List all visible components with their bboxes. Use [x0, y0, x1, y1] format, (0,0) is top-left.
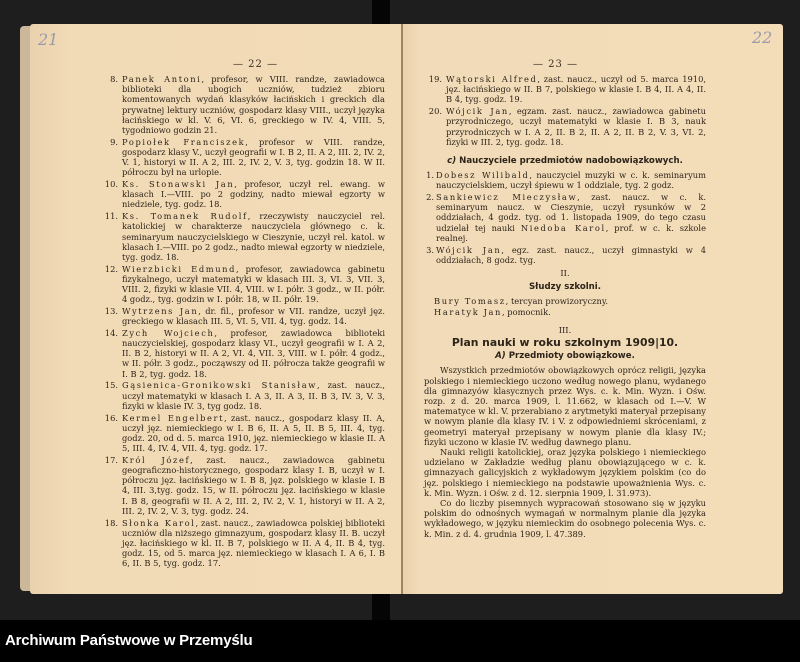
staff-name: Wierzbicki Edmund [122, 263, 236, 274]
entry-text: , profesor, w VIII. randze, zawiadowca biblioteki dla ubogich uczniów, tudzież zbioru komentowanych wydań klasyków łacińskich i greckich dla prywatnej lektury uczniów, gospodarz klasy VIII., uczył języka łacińskiego w kl. V. 6, VI. 6, greckiego w IV. 4, VIII. 5, tygodniowo godzin 21. [122, 74, 386, 136]
staff-name: Panek Antoni [122, 74, 202, 84]
entry-number: 10. [104, 179, 118, 190]
entry-text: , zast. naucz., uczył matematyki w klasach I. A 3, II. A 3, II. B 3, IV. 3, V. 3, fizyki w klasie IV. 3, tyg godz. 18. [122, 380, 386, 411]
entry-text: , zast. naucz., uczył od 5. marca 1910, jęz. łacińskiego w II. B 7, polskiego w klasie I. B 4, II. A 4, II. B 4, tyg. godz. 19. [446, 74, 706, 105]
staff-entry [100, 179, 385, 210]
staff-name: Wójcik Jan [436, 244, 502, 255]
staff-name: Słonka Karol [122, 517, 196, 528]
optional-teacher-entry [424, 245, 706, 265]
entry-number: 14. [104, 327, 118, 338]
entry-text: , rzeczywisty nauczyciel rel. katolickiej w charakterze nauczyciela głównego c. k. seminaryum nauczycielskiego w Cieszynie, uczył rel. katol. w klasach I.—VIII. po 2 godz., nadto miewał egzorty w niedziele, tyg. godz. 18. [122, 211, 385, 262]
section-ii-heading: Słudzy szkolni. [528, 282, 602, 293]
paragraph: Wszystkich przedmiotów obowiązkowych oprócz religii, języka polskiego i niemieckiego uczono według nowego planu, wydanego dla gimnazyów klasycznych przez Wys. c. k. Min. Wyzn. i Ośw. rozp. z d. 20. marca 1909, l. 11.662, w klasach od I.—V. W matematyce w kl. V. przerabiano z arytmetyki materyał przepisany w nowym planie dla klasy IV. i V. z odpowiedniemi skróceniami, z geometryi materyał przepisany w nowym planie dla klasy IV.; fizyki uczono w klasie IV. według dawnego planu. [424, 365, 706, 447]
entry-number: 12. [104, 263, 118, 274]
staff-entry [100, 455, 385, 516]
entry-number: 3. [426, 244, 434, 255]
entry-number: 13. [104, 305, 118, 316]
staff-name: Kermel Engelbert [122, 412, 225, 423]
paragraph: Co do liczby pisemnych wypracowań stosowano się w języku polskim do odnośnych wymagań w normalnym planie dla języka wykładowego, w języku niemieckim do osobnego polecenia Wys. c. k. Min. z d. 4. grudnia 1909, l. 47.389. [424, 498, 706, 539]
staff-name: Wójcik Jan [446, 106, 509, 117]
page-number-left: — 22 — [233, 59, 279, 70]
subheading-title: Przedmioty obowiązkowe. [508, 351, 635, 362]
staff-name: Dobesz Wilibald [436, 170, 530, 181]
section-c-title: Nauczyciele przedmiotów nadobowiązkowych. [459, 155, 683, 166]
staff-role: , tercyan prowizoryczny. [505, 296, 609, 307]
staff-entry [424, 106, 706, 147]
section-iii-roman: III. [558, 324, 572, 335]
entry-text: , zast. naucz., gospodarz klasy II. A, uczył jęz. niemieckiego w I. B 6, II. A 5, II. B 5, III. 4, tyg. godz. 20, od d. 5. marca 1910, jęz. niemieckiego w klasie II. A 5, III. 4, IV. 4, VII. 4, tyg. godz. 17. [122, 412, 385, 454]
staff-name: Popiołek Franciszek [122, 136, 246, 147]
entry-text: , zast. naucz. w c. k. seminaryum naucz. w Cieszynie, uczył rysunków w 2 oddziałach, 4 godz. tyg. od 1. listopada 1909, do tego czasu udzielał tej nauki [436, 192, 706, 233]
staff-entry [424, 74, 706, 105]
section-iii-heading: Plan nauki w roku szkolnym 1909|10. [451, 335, 679, 349]
entry-number: 17. [104, 454, 118, 465]
entry-text: , profesor, zawiadowca biblioteki nauczycielskiej, gospodarz klasy VI., uczył geografii w I. A 2, II. B 2, historyi w II. A 2, VI. 4, VII. 3, VIII. w I. półr. 4 godz., w II. półr. 3 godz., począwszy od II. półrocza także geografii w I. B 2, tyg. godz. 18. [122, 327, 385, 379]
entry-text: , zast. naucz., zawiadowca polskiej biblioteki uczniów dla niższego gimnazyum, gospodarz klasy II. B. uczył jęz. łacińskiego w kl. II. B 7, polskiego w II. A 4, II. B 4, tyg. godz. 15, od 5. marca jęz. niemieckiego w klasach I. A 6, I. B 6, II. B 5, tyg. godz. 17. [122, 517, 385, 569]
entry-number: 11. [104, 211, 118, 222]
staff-entry [100, 306, 385, 326]
optional-teacher-entry [424, 192, 706, 243]
staff-name: Haratyk Jan [434, 306, 502, 317]
staff-entry [100, 328, 385, 379]
right-page-text [424, 74, 706, 539]
staff-entry [100, 137, 385, 178]
staff-entry [100, 211, 385, 262]
entry-text: , profesor, uczył rel. ewang. w klasach I.—VIII. po 2 godziny, nadto miewał egzorty w niedziele, tyg. godz. 18. [122, 179, 385, 210]
section-c-prefix: c) [447, 155, 457, 166]
handwritten-folio-right: 22 [752, 28, 773, 47]
staff-entry [100, 74, 385, 135]
entry-text: , profesor w VIII. randze, gospodarz klasy V., uczył geografii w I. B 2, II. A 2, III. 2, IV. 2, V. 1, historyi w II. A 2, III. 2, IV. 2, V. 3, tyg. godzin 18. W II. półroczu był na urlopie. [122, 136, 385, 178]
school-staff-entry [424, 296, 706, 306]
entry-number: 18. [104, 517, 118, 528]
section-ii-roman: II. [560, 267, 570, 278]
handwritten-folio-left: 21 [38, 30, 59, 49]
staff-name: Gąsienica-Gronikowski Stanisław [122, 380, 317, 391]
school-staff-entry [424, 307, 706, 317]
entry-number: 19. [428, 74, 442, 84]
entry-number: 2. [426, 192, 434, 203]
entry-number: 8. [110, 74, 118, 84]
staff-name: Wątorski Alfred [446, 74, 538, 84]
section-iii-subheading [424, 351, 706, 361]
staff-name: Ks. Stonawski Jan [122, 179, 235, 190]
staff-entry [100, 264, 385, 305]
entry-text: , zast. naucz., zawiadowca gabinetu geograficzno-historycznego, gospodarz klasy I. B, uczył w I. półroczu jęz. łacińskiego w I. B 8, jęz. polskiego w klasie I. B 4, III. 3,tyg. godz. 15, w II. półroczu jęz. łacińskiego w klasie I. B 8, geografii w II. A 2, III. 2, IV. 2, V. 1, historyi w II. A 2, III. 2, IV. 2, V. 3, tyg. godz. 24. [122, 454, 386, 516]
entry-number: 16. [104, 412, 118, 423]
staff-name: Sankiewicz Mieczysław [436, 192, 578, 203]
staff-name: Zych Wojciech [122, 327, 215, 338]
staff-entry [100, 380, 385, 411]
staff-name: Król Józef [122, 454, 191, 465]
staff-name-secondary: Niedoba Karol [520, 222, 606, 233]
staff-name: Ks. Tomanek Rudolf [122, 211, 248, 222]
entry-number: 15. [104, 380, 118, 391]
staff-entry [100, 518, 385, 569]
entry-number: 20. [428, 106, 442, 117]
entry-number: 9. [110, 136, 118, 147]
section-c-heading [424, 156, 706, 166]
left-page-text [100, 74, 385, 570]
paragraph: Nauki religii katolickiej, oraz języka polskiego i niemieckiego udzielano w Zakładzie według planu obowiązującego w c. k. gimnazyach galicyjskich z wykładowym językiem polskim (co do jęz. polskiego i niemieckiego na podstawie upoważnienia Wys. c. k. Min. Wyzn. i Ośw. z d. 12. sierpnia 1909, l. 31.973). [424, 447, 706, 498]
entry-number: 1. [426, 170, 434, 181]
book-gutter [401, 24, 403, 594]
staff-name: Wytrzens Jan [122, 305, 199, 316]
archive-footer-label: Archiwum Państwowe w Przemyślu [5, 632, 253, 649]
staff-entry [100, 413, 385, 454]
optional-teacher-entry [424, 170, 706, 190]
subheading-prefix: A) [495, 351, 506, 362]
entry-text: , egz. zast. naucz., uczył gimnastyki w 4 oddziałach, 8 godz. tyg. [436, 244, 706, 265]
entry-text-secondary: , prof. w c. k. szkole realnej. [436, 222, 706, 243]
entry-text: , nauczyciel muzyki w c. k. seminaryum nauczycielskiem, uczył śpiewu w 1 oddziale, tyg. 2 godz. [436, 170, 706, 191]
entry-text: , dr. fil., profesor w VII. randze, uczył jęz. greckiego w klasach III. 5, VI. 5, VII. 4, tyg. godz. 14. [122, 305, 385, 327]
staff-name: Bury Tomasz [434, 296, 506, 307]
entry-text: , profesor, zawiadowca gabinetu fizykalnego, uczył matematyki w klasach III. 3, VI. 3, VII. 3, VIII. 2, fizyki w klasie VII. 4, VIII. w I. półr. 3 godz., w II. półr. 4 godz., tyg. godzin w I. półr. 18, w II. półr. 19. [122, 263, 385, 305]
staff-role: , pomocnik. [502, 306, 551, 317]
entry-text: , egzam. zast. naucz., zawiadowca gabinetu przyrodniczego, uczył matematyki w klasie I. B 3, nauk przyrodniczych w I. A 2, II. B 2, II. A 2, II. B 2, V. 3, VI. 2, fizyki w III. 2, tyg. godz. 18. [446, 106, 706, 147]
page-number-right: — 23 — [533, 59, 579, 70]
